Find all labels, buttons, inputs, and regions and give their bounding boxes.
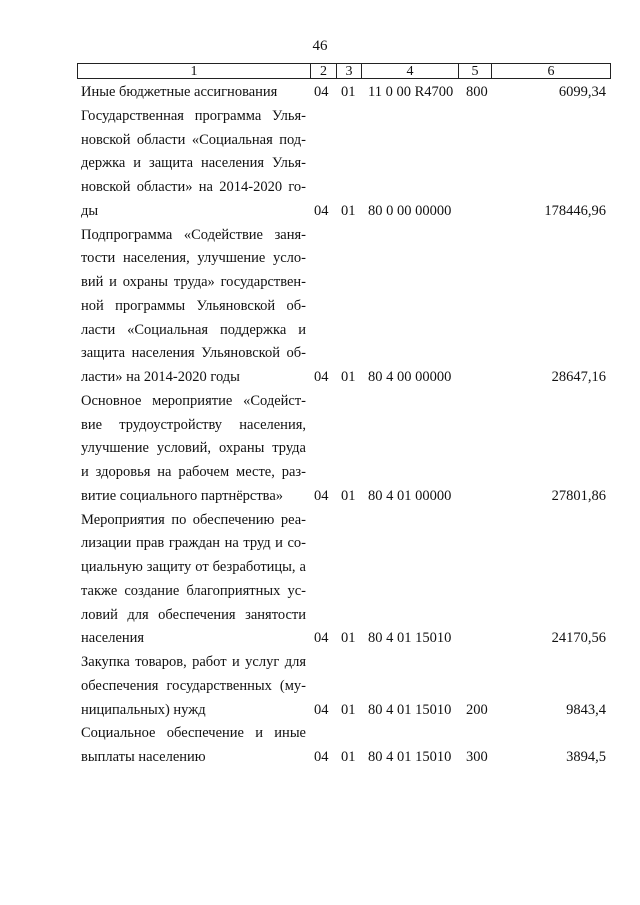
table-row-line [0,152,640,174]
row-description: витие социального партнёрства» [81,487,284,504]
table-row-line [0,414,640,436]
cell-c3: 01 [341,369,356,385]
header-col-4: 4 [362,64,459,78]
table-row-line [0,390,640,412]
table-row-line [0,319,640,341]
cell-c6: 24170,56 [551,630,606,647]
table-row-line [0,722,640,744]
row-description: тости населения, улучшение усло- [81,250,306,267]
cell-c2: 04 [314,701,329,718]
cell-c2: 04 [314,202,329,219]
row-description: ной программы Ульяновской об- [81,297,306,314]
row-description: ловий для обеспечения занятости [81,606,306,623]
table-row-line [0,176,640,198]
row-description: выплаты населению [81,749,206,765]
row-description: Государственная программа Улья- [81,107,306,124]
header-col-5: 5 [459,64,492,78]
table-row-line [0,699,640,721]
cell-c5: 800 [466,84,488,100]
cell-c4: 80 4 01 15010 [368,749,452,765]
cell-c6: 178446,96 [544,202,606,219]
table-row-line [0,342,640,364]
table-row-line [0,509,640,531]
row-description: ниципальных) нужд [81,701,206,718]
table-row-line [0,556,640,578]
table-row-line [0,366,640,388]
header-col-3: 3 [337,64,362,78]
cell-c4: 80 4 01 15010 [368,630,452,647]
cell-c2: 04 [314,369,329,385]
cell-c6: 28647,16 [551,369,606,385]
cell-c4: 80 4 01 15010 [368,701,452,718]
table-row-line [0,461,640,483]
cell-c3: 01 [341,701,356,718]
row-description: лизации прав граждан на труд и со- [81,535,306,552]
cell-c6: 27801,86 [551,487,606,504]
table-row-line [0,105,640,127]
row-description: Иные бюджетные ассигнования [81,84,278,100]
cell-c3: 01 [341,84,356,100]
row-description: ласти «Социальная поддержка и [81,321,306,338]
header-col-6: 6 [547,64,555,79]
row-description: Мероприятия по обеспечению реа- [81,511,306,528]
row-description: циальную защиту от безработицы, а [81,559,306,575]
row-description: ласти» на 2014-2020 годы [81,369,240,385]
cell-c2: 04 [314,84,329,100]
row-description: улучшение условий, охраны труда [81,440,306,457]
cell-c4: 80 0 00 00000 [368,202,452,219]
row-description: обеспечения государственных (му- [81,677,306,694]
table-row-line [0,129,640,151]
row-description: Социальное обеспечение и иные [81,725,306,742]
table-row-line [0,675,640,697]
table-row-line [0,651,640,673]
table-row-line [0,746,640,768]
table-row-line [0,271,640,293]
cell-c4: 80 4 01 00000 [368,487,452,504]
table-row-line [0,627,640,649]
cell-c6: 3894,5 [566,749,606,765]
cell-c4: 80 4 00 00000 [368,369,452,385]
header-col-2: 2 [311,64,337,78]
table-row-line [0,200,640,222]
table-row-line [0,437,640,459]
cell-c6: 6099,34 [558,84,606,100]
page-number: 46 [312,38,328,54]
row-description: Закупка товаров, работ и услуг для [81,654,306,670]
cell-c6: 9843,4 [566,701,606,718]
row-description: вий и охраны труда» государствен- [81,274,306,290]
table-row-line [0,295,640,317]
row-description: ды [81,202,99,219]
row-description: и здоровья на рабочем месте, раз- [81,464,306,480]
row-description: Подпрограмма «Содействие заня- [81,226,306,243]
cell-c2: 04 [314,487,329,504]
cell-c4: 11 0 00 R4700 [368,84,454,100]
row-description: также создание благоприятных ус- [81,582,306,599]
row-description: держка и защита населения Улья- [81,155,306,172]
table-row-line [0,247,640,269]
cell-c3: 01 [341,202,356,219]
row-description: Основное мероприятие «Содейст- [81,392,306,409]
table-row-line [0,580,640,602]
table-row-line [0,604,640,626]
header-col-1: 1 [78,64,311,78]
table-row-line [0,224,640,246]
cell-c2: 04 [314,749,329,765]
row-description: новской области «Социальная под- [81,131,306,148]
cell-c3: 01 [341,487,356,504]
table-row-line [0,532,640,554]
cell-c5: 300 [466,749,488,765]
row-description: новской области» на 2014-2020 го- [81,179,306,195]
row-description: защита населения Ульяновской об- [81,345,306,362]
cell-c3: 01 [341,749,356,765]
table-header [77,63,611,79]
cell-c3: 01 [341,630,356,647]
table-row-line [0,485,640,507]
table-row-line [0,81,640,103]
cell-c2: 04 [314,630,329,647]
row-description: населения [81,630,145,647]
cell-c5: 200 [466,701,488,718]
row-description: вие трудоустройству населения, [81,416,306,433]
